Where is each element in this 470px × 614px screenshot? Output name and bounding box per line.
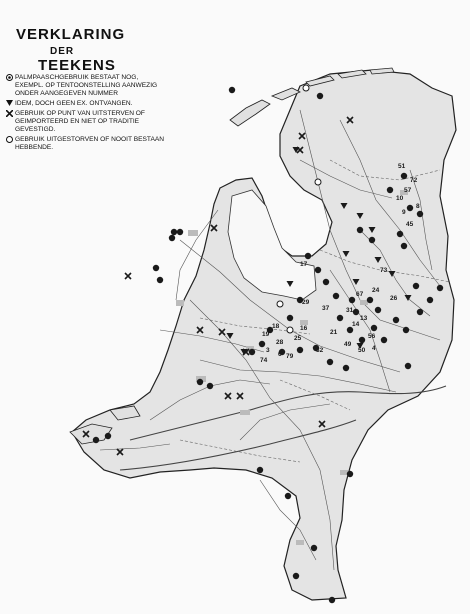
- marker-dot: [249, 349, 255, 355]
- marker-dot: [157, 277, 163, 283]
- marker-open-circle: [303, 85, 309, 91]
- marker-number-label: 67: [356, 291, 364, 298]
- marker-number-label: 9: [402, 209, 406, 216]
- marker-dot: [105, 433, 111, 439]
- marker-dot: [317, 93, 323, 99]
- marker-number-label: 14: [352, 321, 360, 328]
- marker-dot: [401, 243, 407, 249]
- marker-dot: [229, 87, 235, 93]
- marker-dot: [169, 235, 175, 241]
- marker-dot: [315, 267, 321, 273]
- marker-dot: [93, 437, 99, 443]
- marker-number-label: 6: [278, 351, 282, 358]
- marker-number-label: 4: [372, 345, 376, 352]
- circle-open-icon: [6, 136, 13, 143]
- marker-open-circle: [277, 301, 283, 307]
- marker-number-label: 74: [260, 357, 268, 364]
- marker-number-label: 28: [276, 339, 284, 346]
- marker-number-label: 73: [380, 267, 388, 274]
- marker-dot: [329, 597, 335, 603]
- marker-dot: [207, 383, 213, 389]
- marker-number-label: 56: [368, 333, 376, 340]
- marker-dot: [357, 227, 363, 233]
- marker-dot: [403, 327, 409, 333]
- marker-dot: [153, 265, 159, 271]
- circle-dot-icon: [6, 74, 13, 81]
- marker-dot: [405, 363, 411, 369]
- marker-number-label: 10: [396, 195, 404, 202]
- marker-dot: [407, 205, 413, 211]
- marker-open-circle: [315, 179, 321, 185]
- marker-dot: [177, 229, 183, 235]
- marker-dot: [427, 297, 433, 303]
- marker-dot: [337, 315, 343, 321]
- marker-dot: [293, 573, 299, 579]
- marker-dot: [323, 279, 329, 285]
- legend-title-line3: TEEKENS: [38, 57, 116, 74]
- marker-dot: [413, 283, 419, 289]
- marker-dot: [359, 337, 365, 343]
- marker-number-label: 72: [410, 177, 418, 184]
- marker-dot: [347, 471, 353, 477]
- legend-item-text: GEBRUIK UITGESTORVEN OF NOOIT BESTAAN HEBBENDE.: [15, 136, 164, 151]
- marker-dot: [327, 359, 333, 365]
- marker-number-label: 17: [300, 261, 308, 268]
- marker-number-label: 3: [266, 347, 270, 354]
- marker-dot: [343, 365, 349, 371]
- marker-dot: [349, 297, 355, 303]
- marker-dot: [387, 187, 393, 193]
- marker-dot: [297, 347, 303, 353]
- legend-item-text: GEBRUIK OP PUNT VAN UITSTERVEN OF GEIMPORTEERD EN NIET OP TRADITIE GEVESTIGD.: [15, 110, 145, 133]
- marker-number-label: 79: [286, 353, 294, 360]
- marker-dot: [397, 231, 403, 237]
- legend-item-text: PALMPAASCHGEBRUIK BESTAAT NOG, EXEMPL. OP TENTOONSTELLING AANWEZIG ONDER AANGEGEVEN NUMMER: [15, 74, 158, 97]
- marker-dot: [371, 325, 377, 331]
- marker-dot: [417, 211, 423, 217]
- marker-number-label: 26: [390, 295, 398, 302]
- marker-number-label: 18: [272, 323, 280, 330]
- marker-dot: [311, 545, 317, 551]
- marker-number-label: 32: [316, 347, 324, 354]
- marker-dot: [287, 315, 293, 321]
- marker-open-circle: [287, 327, 293, 333]
- marker-dot: [369, 237, 375, 243]
- marker-dot: [257, 467, 263, 473]
- marker-number-label: 24: [372, 287, 380, 294]
- marker-number-label: 51: [398, 163, 406, 170]
- marker-number-label: 45: [406, 221, 414, 228]
- marker-dot: [171, 229, 177, 235]
- cross-icon: [6, 110, 13, 117]
- marker-number-label: 13: [360, 315, 368, 322]
- marker-number-label: 21: [330, 329, 338, 336]
- marker-dot: [305, 253, 311, 259]
- marker-dot: [401, 173, 407, 179]
- marker-number-label: 16: [300, 325, 308, 332]
- marker-number-label: 31: [346, 307, 354, 314]
- legend-title-line2: DER: [50, 46, 75, 57]
- marker-dot: [353, 309, 359, 315]
- legend-item-text: IDEM, DOCH GEEN EX. ONTVANGEN.: [15, 100, 133, 107]
- marker-dot: [381, 337, 387, 343]
- marker-number-label: 19: [262, 331, 270, 338]
- marker-dot: [197, 379, 203, 385]
- marker-dot: [393, 317, 399, 323]
- marker-dot: [375, 307, 381, 313]
- marker-number-label: 29: [302, 299, 310, 306]
- marker-number-label: 57: [404, 187, 412, 194]
- legend-title-line1: VERKLARING: [16, 26, 126, 43]
- marker-number-label: 8: [416, 203, 420, 210]
- marker-dot: [367, 297, 373, 303]
- marker-dot: [437, 285, 443, 291]
- marker-dot: [259, 341, 265, 347]
- marker-number-label: 49: [344, 341, 352, 348]
- triangle-down-icon: [6, 100, 13, 107]
- marker-number-label: 25: [294, 335, 302, 342]
- marker-number-label: 37: [322, 305, 330, 312]
- marker-dot: [417, 309, 423, 315]
- marker-number-label: 50: [358, 347, 366, 354]
- marker-dot: [333, 293, 339, 299]
- marker-dot: [285, 493, 291, 499]
